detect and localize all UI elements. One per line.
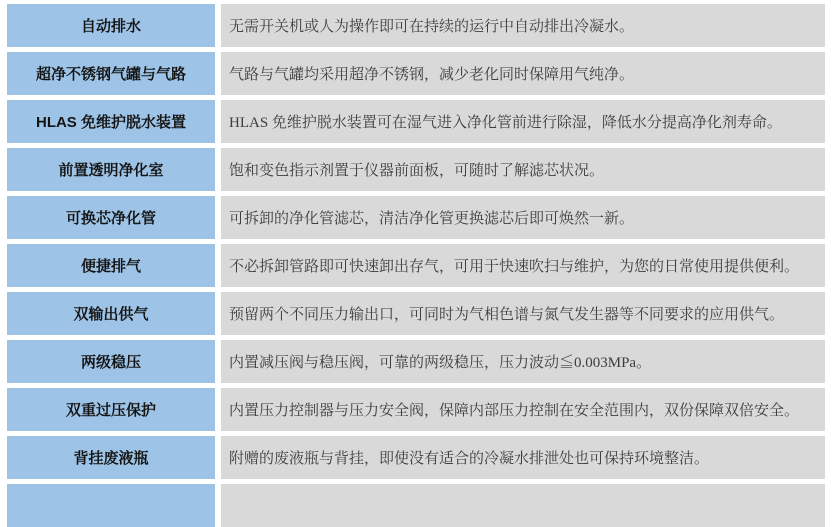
table-row	[7, 244, 825, 287]
feature-name-cell	[7, 484, 215, 527]
feature-name-cell: 双重过压保护	[7, 388, 215, 431]
table-row	[7, 436, 825, 479]
feature-name-cell: 便捷排气	[7, 244, 215, 287]
table-row	[7, 100, 825, 143]
table-row	[7, 196, 825, 239]
feature-description-cell	[221, 484, 825, 527]
table-row	[7, 4, 825, 47]
feature-description-cell: 无需开关机或人为操作即可在持续的运行中自动排出冷凝水。	[221, 4, 825, 47]
table-row-partial	[7, 484, 825, 527]
product-feature-table	[7, 4, 825, 527]
feature-description-cell: 内置压力控制器与压力安全阀，保障内部压力控制在安全范围内，双份保障双倍安全。	[221, 388, 825, 431]
feature-description-cell: 饱和变色指示剂置于仪器前面板，可随时了解滤芯状况。	[221, 148, 825, 191]
feature-name-cell: 背挂废液瓶	[7, 436, 215, 479]
table-row	[7, 292, 825, 335]
table-row	[7, 340, 825, 383]
feature-description-cell: 不必拆卸管路即可快速卸出存气，可用于快速吹扫与维护，为您的日常使用提供便利。	[221, 244, 825, 287]
table-row	[7, 52, 825, 95]
feature-description-cell: 气路与气罐均采用超净不锈钢，减少老化同时保障用气纯净。	[221, 52, 825, 95]
feature-description-cell: 可拆卸的净化管滤芯，清洁净化管更换滤芯后即可焕然一新。	[221, 196, 825, 239]
feature-name-cell: 自动排水	[7, 4, 215, 47]
feature-name-cell: 可换芯净化管	[7, 196, 215, 239]
feature-name-cell: 前置透明净化室	[7, 148, 215, 191]
feature-name-cell: 超净不锈钢气罐与气路	[7, 52, 215, 95]
table-row	[7, 148, 825, 191]
feature-description-cell: HLAS 免维护脱水装置可在湿气进入净化管前进行除湿，降低水分提高净化剂寿命。	[221, 100, 825, 143]
feature-name-cell: HLAS 免维护脱水装置	[7, 100, 215, 143]
feature-description-cell: 内置减压阀与稳压阀，可靠的两级稳压，压力波动≦0.003MPa。	[221, 340, 825, 383]
feature-name-cell: 双输出供气	[7, 292, 215, 335]
feature-description-cell: 附赠的废液瓶与背挂，即使没有适合的冷凝水排泄处也可保持环境整洁。	[221, 436, 825, 479]
feature-name-cell: 两级稳压	[7, 340, 215, 383]
table-row	[7, 388, 825, 431]
feature-description-cell: 预留两个不同压力输出口，可同时为气相色谱与氮气发生器等不同要求的应用供气。	[221, 292, 825, 335]
